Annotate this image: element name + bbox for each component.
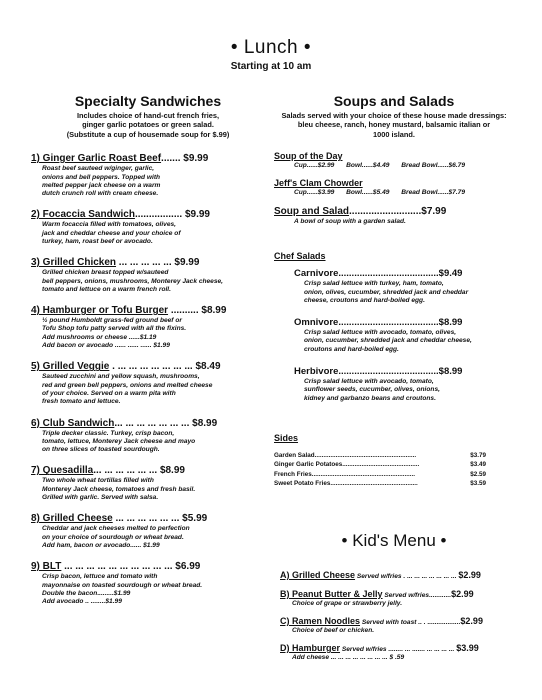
sandwich-description: [31, 221, 265, 246]
clam-chowder-prices: [274, 189, 514, 196]
chef-salad-name: Carnivore: [294, 268, 339, 280]
sandwich-name: 1) Ginger Garlic Roast Beef: [31, 153, 162, 165]
sandwich-price: $9.99: [174, 257, 200, 269]
soups-desc-line: Salads served with your choice of these house made dressings:: [281, 111, 507, 120]
kids-item: [280, 570, 514, 580]
sandwich-description: [31, 477, 265, 502]
kids-item-name: A) Grilled Cheese: [280, 570, 356, 580]
sandwich-price: $8.99: [201, 305, 227, 317]
kids-item-price: $2.99: [458, 570, 481, 580]
side-price: $3.59: [470, 480, 486, 488]
sandwich-description: [31, 317, 265, 350]
sandwich-desc-line: on your choice of sourdough or wheat bread.: [42, 533, 184, 541]
bowl-price: Bowl......$4.49: [346, 162, 390, 170]
sandwich-name: 9) BLT: [31, 561, 62, 573]
sandwich-item-head: [31, 513, 265, 524]
chef-salad-desc-line: croutons and hard-boiled egg.: [304, 345, 399, 353]
sandwich-desc-line: tomato, lettuce, Monterey Jack cheese and mayo: [42, 437, 196, 445]
dot-leader: ..........: [168, 305, 202, 317]
sandwich-description: [31, 373, 265, 406]
dot-leader: ..........................: [349, 206, 422, 218]
soups-desc-line: 1000 island.: [373, 129, 415, 139]
sides: [274, 433, 514, 489]
kids-item-head: [280, 643, 514, 653]
cup-price: Cup......$2.99: [294, 162, 335, 170]
chef-salad-description: [274, 280, 514, 305]
soups-salads-column: [274, 93, 514, 489]
kids-item-served: Served w/fries: [340, 646, 387, 653]
sandwich-desc-line: Cheddar and jack cheeses melted to perfection: [42, 525, 190, 533]
sandwich-description: [31, 573, 265, 606]
page-title: • Lunch •: [230, 37, 312, 58]
sandwich-list: [31, 153, 265, 606]
sandwich-desc-line: Tofu Shop tofu patty served with all the fixins.: [42, 325, 187, 333]
sides-heading: Sides: [274, 432, 299, 443]
kids-item: [280, 589, 514, 607]
kids-item-head: [280, 589, 514, 599]
sandwich-price: $8.49: [195, 361, 221, 373]
dot-leader: ......................................: [338, 317, 439, 329]
kids-item-description: Choice of beef or chicken.: [292, 627, 375, 634]
kids-item-description: Choice of grape or strawberry jelly.: [292, 600, 403, 607]
sandwich-name: 6) Club Sandwich: [31, 417, 115, 429]
chef-salad-desc-line: onion, cucumber, shredded jack and cheddar cheese,: [304, 337, 472, 345]
kids-item-description: Add cheese ... ... ... ... ... ... ... ... $ .59: [292, 654, 405, 661]
sandwich-item-head: [31, 561, 265, 572]
sandwich-item: [31, 209, 265, 246]
sandwiches-column: [31, 93, 265, 606]
chef-salad-item: [274, 366, 514, 403]
kids-item-price: $2.99: [460, 616, 483, 626]
sandwich-item: [31, 513, 265, 550]
sandwich-name: 8) Grilled Cheese: [31, 513, 113, 525]
kids-item-head: [280, 570, 514, 580]
page-subtitle: Starting at 10 am: [230, 61, 312, 72]
side-price: $3.49: [470, 461, 486, 469]
chef-salads-heading: Chef Salads: [274, 251, 326, 262]
sandwiches-description: [31, 111, 265, 139]
dot-leader: ............: [429, 592, 452, 599]
dot-leader: ... ... ... ... ...: [116, 257, 175, 269]
side-price: $3.79: [470, 451, 486, 459]
sandwich-item-head: [31, 153, 265, 164]
kids-item: [280, 643, 514, 661]
dot-leader: . ... ... ... ... ... ... ...: [109, 361, 196, 373]
side-item: [274, 451, 486, 461]
dot-leader: .......: [161, 153, 184, 165]
sides-list: [274, 451, 514, 489]
sandwich-item-head: [31, 361, 265, 372]
chef-salad-description: [274, 378, 514, 403]
sandwich-item-head: [31, 209, 265, 220]
sandwich-name: 2) Focaccia Sandwich: [31, 209, 135, 221]
chef-salad-desc-line: kidney and garbanzo beans and croutons.: [304, 394, 436, 402]
sandwich-description: [31, 165, 265, 198]
sandwich-desc-line: fresh tomato and lettuce.: [42, 398, 121, 406]
dot-leader: .................: [134, 209, 185, 221]
sandwich-desc-line: Roast beef sauteed w/ginger, garlic,: [42, 165, 155, 173]
sandwich-price: $8.99: [159, 465, 185, 477]
sandwich-price: $9.99: [183, 153, 209, 165]
chef-salad-name: Omnivore: [294, 317, 339, 329]
sandwich-desc-line: melted pepper jack cheese on a warm: [42, 181, 161, 189]
chef-salad-desc-line: onion, olives, cucumber, shredded jack and cheddar: [304, 288, 469, 296]
sandwich-name: 7) Quesadilla: [31, 465, 94, 477]
sandwich-name: 3) Grilled Chicken: [31, 257, 117, 269]
sandwich-item: [31, 305, 265, 350]
kids-item-price: $3.99: [456, 643, 479, 653]
sandwich-item: [31, 153, 265, 198]
chef-salad-item: [274, 317, 514, 354]
sandwich-item: [31, 418, 265, 455]
sandwich-desc-line: Sauteed zucchini and yellow squash, mushrooms,: [42, 373, 200, 381]
sandwich-desc-line: Add mushrooms or cheese ......$1.19: [42, 333, 157, 341]
chef-salad-desc-line: Crisp salad lettuce with avocado, tomato, olives,: [304, 329, 457, 337]
sandwich-desc-line: Add avocado .. ........$1.99: [42, 598, 122, 606]
sandwiches-desc-line: (Substitute a cup of housemade soup for $.99): [66, 129, 230, 139]
sandwich-desc-line: of your choice. Served on a warm pita with: [42, 389, 176, 397]
sandwiches-desc-line: ginger garlic potatoes or green salad.: [82, 120, 214, 130]
sandwich-price: $9.99: [184, 209, 210, 221]
sandwich-price: $8.99: [192, 417, 218, 429]
chef-salad-desc-line: cheese, croutons and hard-boiled egg.: [304, 296, 425, 304]
dot-leader: ........ ... ....... ... ... ... ...: [386, 646, 457, 653]
kids-item-served: Served with toast: [360, 619, 417, 626]
cup-price: Cup......$3.99: [294, 189, 335, 197]
sandwich-item-head: [31, 418, 265, 429]
sandwich-desc-line: Add bacon or avocado ...... ...... ...... $1.99: [42, 342, 170, 350]
soup-salad-head: [274, 206, 514, 217]
sandwich-desc-line: red and green bell peppers, onions and melted cheese: [42, 381, 213, 389]
sandwich-desc-line: Add ham, bacon or avocado...... $1.99: [42, 541, 160, 549]
side-price: $2.59: [470, 470, 486, 478]
soups-heading: Soups and Salads: [333, 93, 455, 109]
sandwich-item: [31, 257, 265, 294]
kids-item: [280, 616, 514, 634]
dot-leader: ... ... ... ... ... ...: [112, 513, 183, 525]
bread-bowl-price: Bread Bowl......$7.79: [401, 189, 466, 197]
soups-description: [274, 111, 514, 139]
sandwich-description: [31, 269, 265, 294]
sandwich-desc-line: Warm focaccia filled with tomatoes, olives,: [42, 221, 176, 229]
chef-salad-desc-line: sunflower seeds, cucumber, olives, onions,: [304, 386, 440, 394]
chef-salad-price: $8.99: [438, 366, 463, 377]
sandwich-desc-line: bell peppers, onions, mushrooms, Monterey Jack cheese,: [42, 277, 224, 285]
soup-salad-name: Soup and Salad: [274, 206, 350, 218]
sandwich-desc-line: Crisp bacon, lettuce and tomato with: [42, 573, 158, 581]
dot-leader: .. . ..................: [416, 619, 461, 626]
chef-salad-head: [274, 317, 514, 328]
side-name: French Fries...........................................................: [274, 470, 416, 478]
sandwich-desc-line: Two whole wheat tortillas filled with: [42, 477, 154, 485]
chef-salad-head: [274, 268, 514, 279]
kids-item-served: Served w/fries: [355, 573, 402, 580]
sandwich-desc-line: turkey, ham, roast beef or avocado.: [42, 238, 153, 245]
kids-item-served: Served w/fries: [382, 592, 430, 599]
kids-menu-list: [280, 570, 514, 670]
kids-item-name: D) Hamburger: [280, 643, 341, 653]
side-name: Ginger Garlic Potatoes............................................: [274, 461, 420, 469]
sandwich-desc-line: tomato and lettuce on a warm french roll.: [42, 285, 171, 293]
chef-salad-desc-line: Crisp salad lettuce with avocado, tomato,: [304, 378, 434, 385]
side-name: Garden Salad..........................................................: [274, 451, 417, 459]
sandwich-name: 4) Hamburger or Tofu Burger: [31, 305, 169, 317]
sandwich-desc-line: onions and bell peppers. Topped with: [42, 173, 161, 181]
clam-chowder-name: Jeff's Clam Chowder: [274, 178, 363, 189]
chef-salad-name: Herbivore: [294, 366, 339, 377]
sandwich-item: [31, 465, 265, 502]
chef-salad-description: [274, 329, 514, 354]
sandwich-price: $6.99: [175, 561, 201, 573]
sandwich-desc-line: Grilled with garlic. Served with salsa.: [42, 494, 159, 502]
sandwich-desc-line: jack and cheddar cheese and your choice of: [42, 229, 181, 237]
dot-leader: ......................................: [338, 268, 439, 280]
chef-salad-item: [274, 268, 514, 305]
sandwich-item: [31, 361, 265, 406]
soup-salad-desc: A bowl of soup with a garden salad.: [294, 218, 406, 226]
kids-menu-title: • Kid's Menu •: [341, 531, 447, 550]
bread-bowl-price: Bread Bowl......$6.79: [401, 162, 466, 170]
kids-item-price: $2.99: [451, 589, 474, 599]
dot-leader: ... ... ... ... ... ...: [93, 465, 160, 477]
dot-leader: ... ... ... ... ... ... ... ... ... ...: [61, 561, 176, 573]
dot-leader: ......................................: [338, 366, 439, 377]
sandwich-desc-line: ½ pound Humboldt grass-fed ground beef or: [42, 317, 182, 325]
sandwich-name: 5) Grilled Veggie: [31, 361, 110, 373]
sandwich-item-head: [31, 465, 265, 476]
sandwich-desc-line: on three slices of toasted sourdough.: [42, 446, 160, 454]
soups-desc-line: bleu cheese, ranch, honey mustard, balsamic italian or: [297, 120, 491, 130]
sandwich-description: [31, 525, 265, 550]
soup-of-the-day: [274, 151, 514, 169]
sandwich-desc-line: Triple decker classic. Turkey, crisp bacon,: [42, 429, 175, 437]
side-item: [274, 460, 486, 470]
side-name: Sweet Potato Fries..................................................: [274, 480, 418, 488]
chef-salad-head: [274, 366, 514, 377]
sandwich-desc-line: Grilled chicken breast topped w/sauteed: [42, 269, 169, 277]
dot-leader: . ... ... ... ... ... ... ...: [401, 573, 459, 580]
kids-item-name: B) Peanut Butter & Jelly: [280, 589, 383, 599]
side-item: [274, 479, 486, 489]
soup-of-day-name: Soup of the Day: [274, 151, 343, 162]
sandwich-item-head: [31, 305, 265, 316]
soup-of-day-prices: [274, 162, 514, 169]
sandwiches-heading: Specialty Sandwiches: [74, 93, 222, 109]
bowl-price: Bowl......$5.49: [346, 189, 390, 197]
sandwich-desc-line: Monterey Jack cheese, tomatoes and fresh basil.: [42, 485, 196, 493]
chef-salads: [274, 251, 514, 403]
sandwich-price: $5.99: [182, 513, 208, 525]
chef-salad-price: $8.99: [438, 317, 463, 329]
chef-salad-desc-line: Crisp salad lettuce with turkey, ham, tomato,: [304, 280, 444, 288]
sandwich-desc-line: dutch crunch roll with cream cheese.: [42, 190, 159, 198]
clam-chowder: [274, 178, 514, 196]
sandwiches-desc-line: Includes choice of hand-cut french fries,: [76, 111, 220, 120]
dot-leader: ... ... ... ... ... ... ...: [114, 417, 193, 429]
sandwich-desc-line: Double the bacon.........$1.99: [42, 589, 131, 597]
kids-item-name: C) Ramen Noodles: [280, 616, 361, 626]
kids-item-head: [280, 616, 514, 626]
sandwich-desc-line: mayonnaise on toasted sourdough or wheat bread.: [42, 581, 203, 589]
sandwich-description: [31, 430, 265, 455]
side-item: [274, 470, 486, 480]
soup-and-salad: [274, 206, 514, 225]
salad-list: [274, 268, 514, 403]
sandwich-item-head: [31, 257, 265, 268]
soup-salad-price: $7.99: [421, 206, 447, 218]
sandwich-item: [31, 561, 265, 606]
chef-salad-price: $9.49: [438, 268, 463, 280]
